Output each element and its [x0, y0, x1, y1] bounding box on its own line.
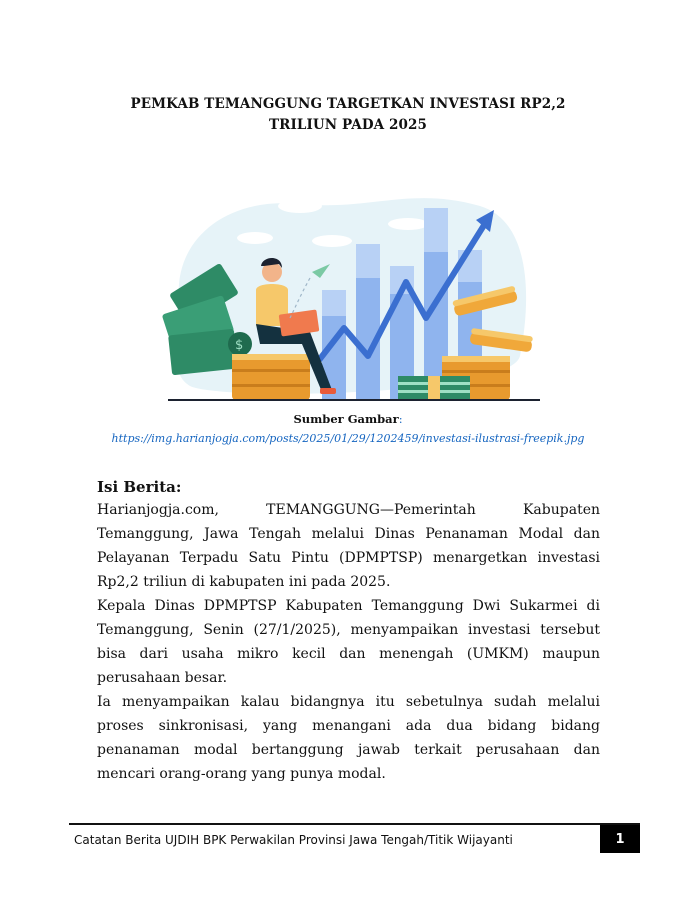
paragraph-1: Harianjogja.com, TEMANGGUNG—Pemerintah Kabupaten Temanggung, Jawa Tengah melalui Dinas Penanaman Modal dan Pelayanan Terpadu Satu Pintu (DPMPTSP) menargetkan investasi Rp2,2 triliun di kabupaten ini pada 2025. [97, 502, 600, 590]
article-body [97, 498, 600, 786]
page-number: 1 [600, 825, 640, 853]
paragraph-3: Ia menyampaikan kalau bidangnya itu sebetulnya sudah melalui proses sinkronisasi, yang menangani ada dua bidang bidang penanaman modal bertanggung jawab terkait perusahaan dan mencari orang-orang yang punya modal. [97, 694, 600, 782]
caption-colon: : [398, 412, 403, 426]
investment-illustration-icon [160, 186, 540, 408]
document-title: PEMKAB TEMANGGUNG TARGETKAN INVESTASI RP2,2 TRILIUN PADA 2025 [130, 96, 566, 133]
svg-text:$: $ [235, 338, 244, 353]
caption-label-text: Sumber Gambar [293, 412, 399, 426]
section-heading: Isi Berita: [97, 478, 182, 496]
footer-text: Catatan Berita UJDIH BPK Perwakilan Provinsi Jawa Tengah/Titik Wijayanti [74, 833, 513, 847]
image-source-link[interactable]: https://img.harianjogja.com/posts/2025/01/29/1202459/investasi-ilustrasi-freepik.jpg [111, 432, 585, 445]
paragraph-2: Kepala Dinas DPMPTSP Kabupaten Temanggung Dwi Sukarmei di Temanggung, Senin (27/1/2025), menyampaikan investasi tersebut bisa dari usaha mikro kecil dan menengah (UMKM) maupun perusahaan besar. [97, 598, 600, 686]
image-caption-label [0, 412, 696, 426]
investment-illustration [160, 186, 540, 408]
footer-divider [69, 823, 640, 825]
